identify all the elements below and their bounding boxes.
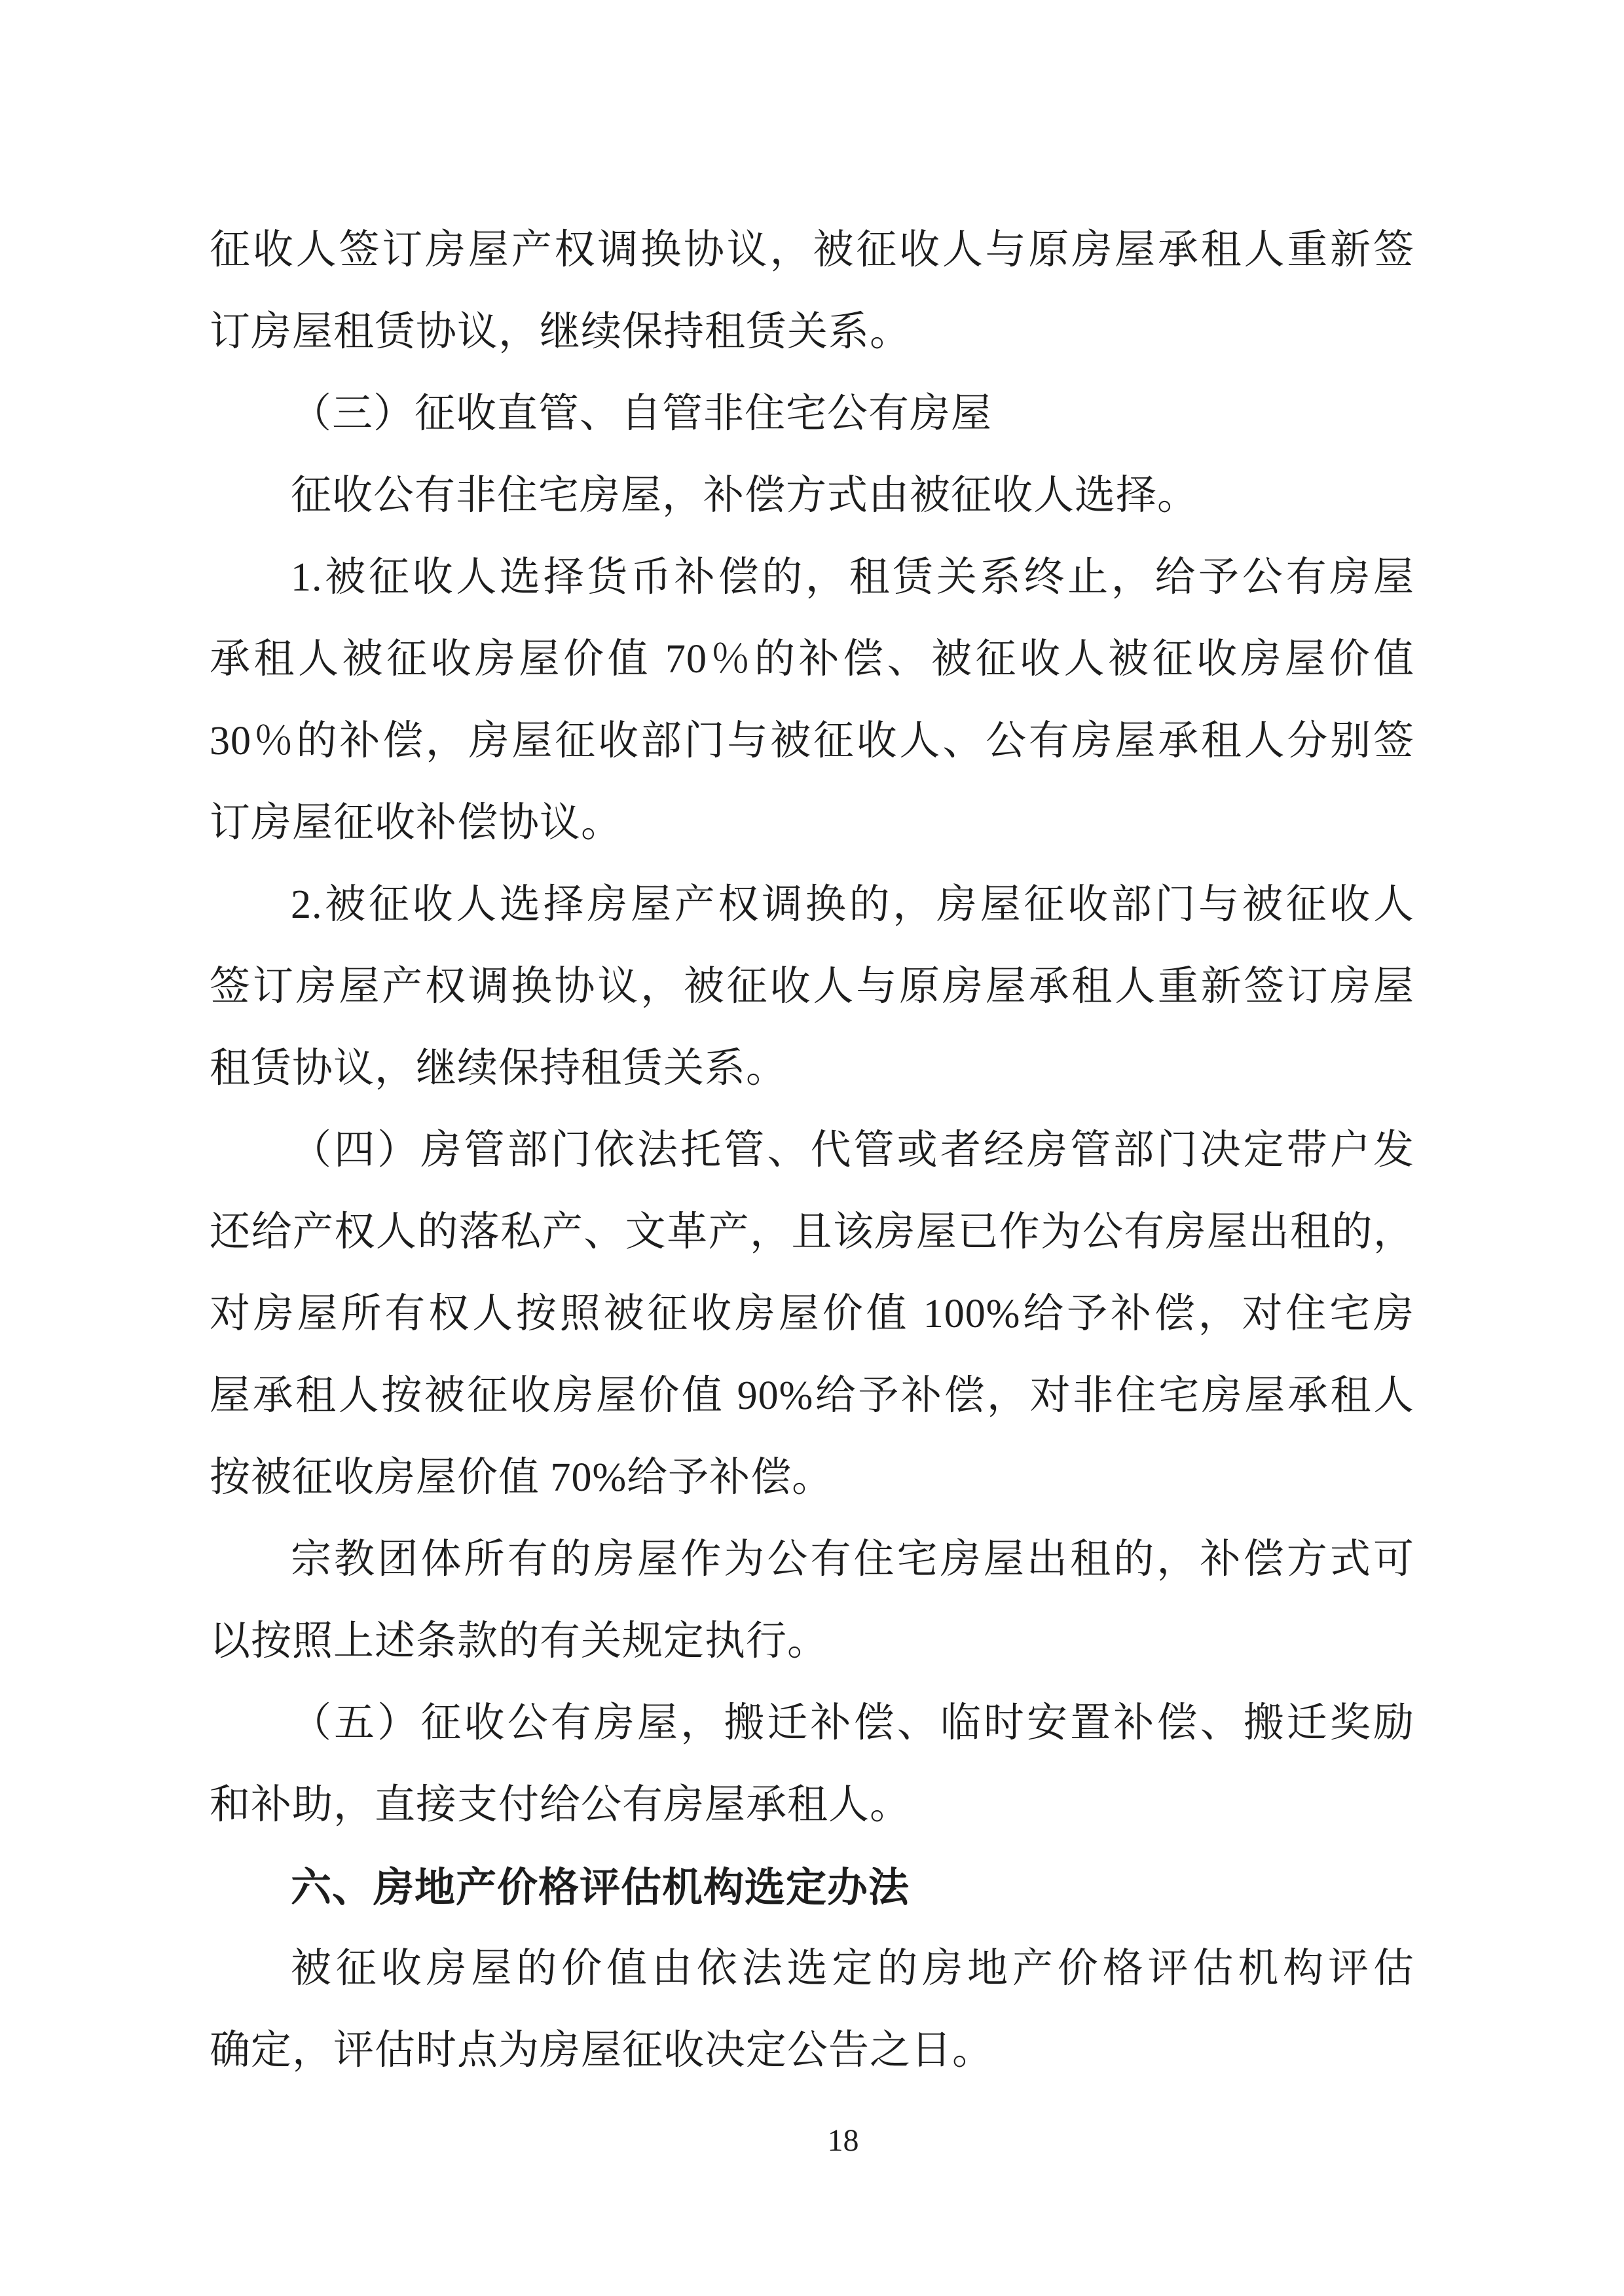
page-number: 18 xyxy=(827,2123,859,2158)
chapter-heading-6: 六、房地产价格评估机构选定办法 xyxy=(291,1863,910,1911)
text-line: 订房屋租赁协议，继续保持租赁关系。 xyxy=(210,310,912,354)
section-heading-5: （五）征收公有房屋，搬迁补偿、临时安置补偿、搬迁奖励 xyxy=(291,1701,1414,1745)
list-item-2: 2.被征收人选择房屋产权调换的，房屋征收部门与被征收人 xyxy=(291,883,1414,927)
text-line: 30％的补偿，房屋征收部门与被征收人、公有房屋承租人分别签 xyxy=(210,719,1414,763)
text-line: 还给产权人的落私产、文革产，且该房屋已作为公有房屋出租的， xyxy=(210,1210,1414,1254)
text-line: 屋承租人按被征收房屋价值 90%给予补偿，对非住宅房屋承租人 xyxy=(210,1374,1414,1418)
text-line: 确定，评估时点为房屋征收决定公告之日。 xyxy=(210,2028,994,2073)
document-text-block xyxy=(210,210,1414,2092)
text-line: 征收公有非住宅房屋，补偿方式由被征收人选择。 xyxy=(291,473,1199,518)
text-line: 按被征收房屋价值 70%给予补偿。 xyxy=(210,1455,834,1500)
text-line: 承租人被征收房屋价值 70％的补偿、被征收人被征收房屋价值 xyxy=(210,637,1414,682)
text-line: 签订房屋产权调换协议，被征收人与原房屋承租人重新签订房屋 xyxy=(210,964,1414,1009)
text-line: 宗教团体所有的房屋作为公有住宅房屋出租的，补偿方式可 xyxy=(291,1537,1414,1582)
text-line: 以按照上述条款的有关规定执行。 xyxy=(210,1619,829,1664)
text-line: 对房屋所有权人按照被征收房屋价值 100%给予补偿，对住宅房 xyxy=(210,1292,1414,1336)
section-heading-4: （四）房管部门依法托管、代管或者经房管部门决定带户发 xyxy=(291,1128,1414,1173)
text-line: 和补助，直接支付给公有房屋承租人。 xyxy=(210,1783,912,1827)
text-line: 被征收房屋的价值由依法选定的房地产价格评估机构评估 xyxy=(291,1946,1414,1991)
text-line: 订房屋征收补偿协议。 xyxy=(210,801,623,845)
section-heading-3: （三）征收直管、自管非住宅公有房屋 xyxy=(291,392,993,436)
text-line: 租赁协议，继续保持租赁关系。 xyxy=(210,1046,788,1091)
text-line: 征收人签订房屋产权调换协议，被征收人与原房屋承租人重新签 xyxy=(210,228,1414,272)
list-item-1: 1.被征收人选择货币补偿的，租赁关系终止，给予公有房屋 xyxy=(291,555,1414,600)
